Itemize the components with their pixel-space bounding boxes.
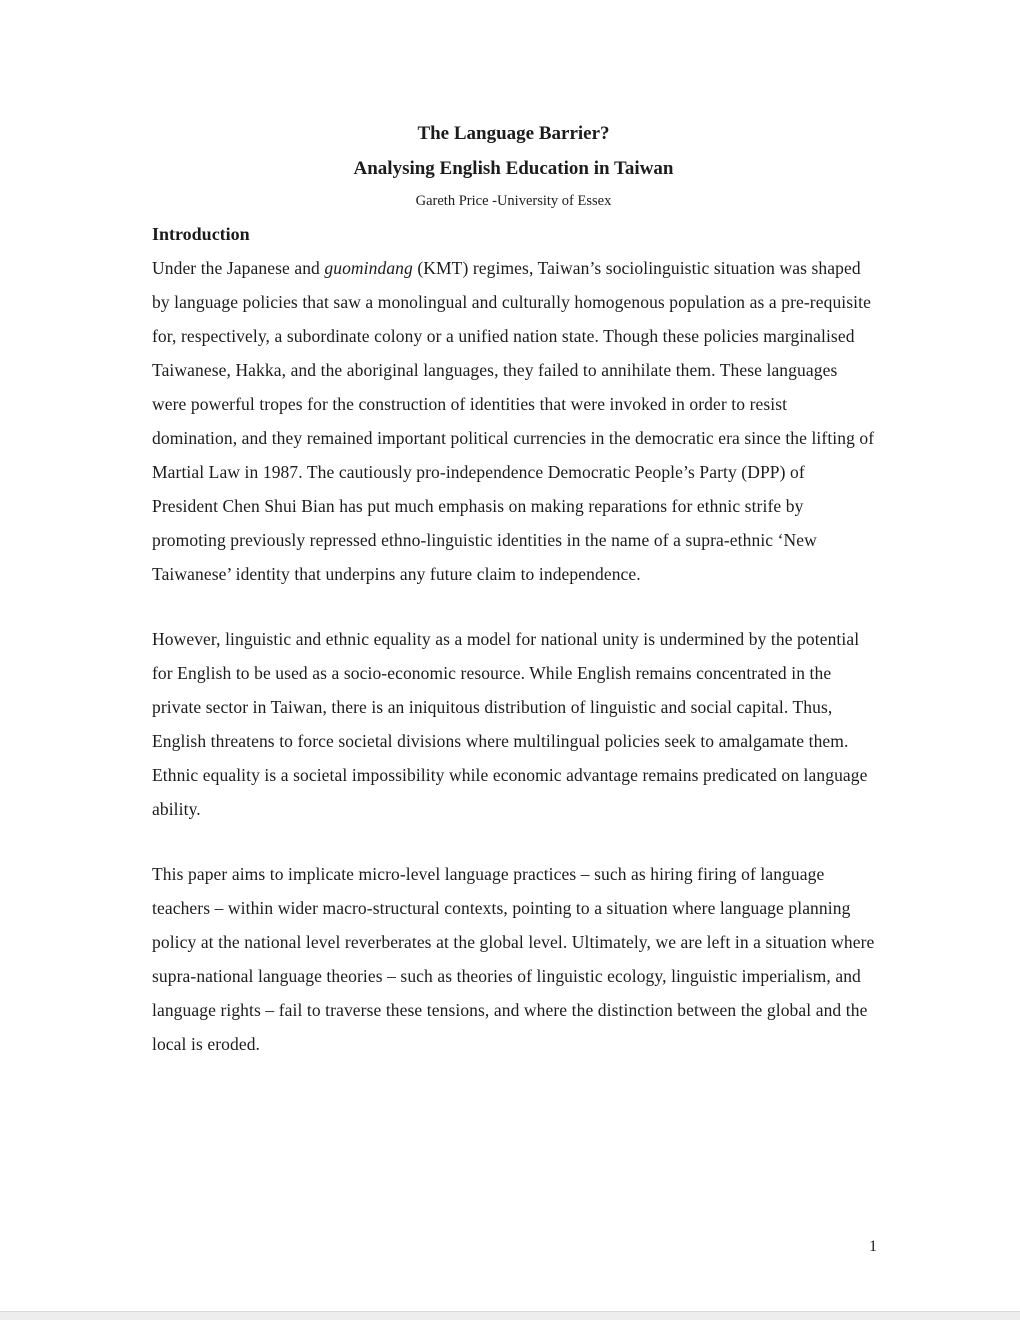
paragraph-intro-text-1: Under the Japanese and	[152, 258, 325, 278]
paper-title-line2: Analysing English Education in Taiwan	[353, 158, 674, 179]
page-number: 1	[869, 1238, 877, 1255]
paragraph-intro	[152, 251, 875, 591]
title-block	[152, 116, 875, 217]
paragraph-3: This paper aims to implicate micro-level language practices – such as hiring firing of language teachers – within wider macro-structural contexts, pointing to a situation where language planning policy at the national level reverberates at the global level. Ultimately, we are left in a situation where supra-national language theories – such as theories of linguistic ecology, linguistic imperialism, and language rights – fail to traverse these tensions, and where the distinction between the global and the local is eroded.	[152, 864, 875, 1054]
paragraph-intro-text-2: (KMT) regimes, Taiwan’s sociolinguistic situation was shaped by language policies that saw a monolingual and culturally homogenous population as a pre-requisite for, respectively, a subordinate colony or a unified nation state. Though these policies marginalised Taiwanese, Hakka, and the aboriginal languages, they failed to annihilate them. These languages were powerful tropes for the construction of identities that were invoked in order to resist domination, and they remained important political currencies in the democratic era since the lifting of Martial Law in 1987. The cautiously pro-independence Democratic People’s Party (DPP) of President Chen Shui Bian has put much emphasis on making reparations for ethnic strife by promoting previously repressed ethno-linguistic identities in the name of a supra-ethnic ‘New Taiwanese’ identity that underpins any future claim to independence.	[152, 258, 875, 584]
section-heading-introduction: Introduction	[152, 224, 250, 244]
paragraph-intro-italic-term: guomindang	[324, 258, 413, 278]
paper-title-line1: The Language Barrier?	[417, 123, 610, 144]
page-bottom-edge	[0, 1311, 1020, 1320]
paragraph-2: However, linguistic and ethnic equality as a model for national unity is undermined by the potential for English to be used as a socio-economic resource. While English remains concentrated in the private sector in Taiwan, there is an iniquitous distribution of linguistic and social capital. Thus, English threatens to force societal divisions where multilingual policies seek to amalgamate them. Ethnic equality is a societal impossibility while economic advantage remains predicated on language ability.	[152, 629, 868, 819]
author-byline: Gareth Price -University of Essex	[415, 193, 612, 209]
